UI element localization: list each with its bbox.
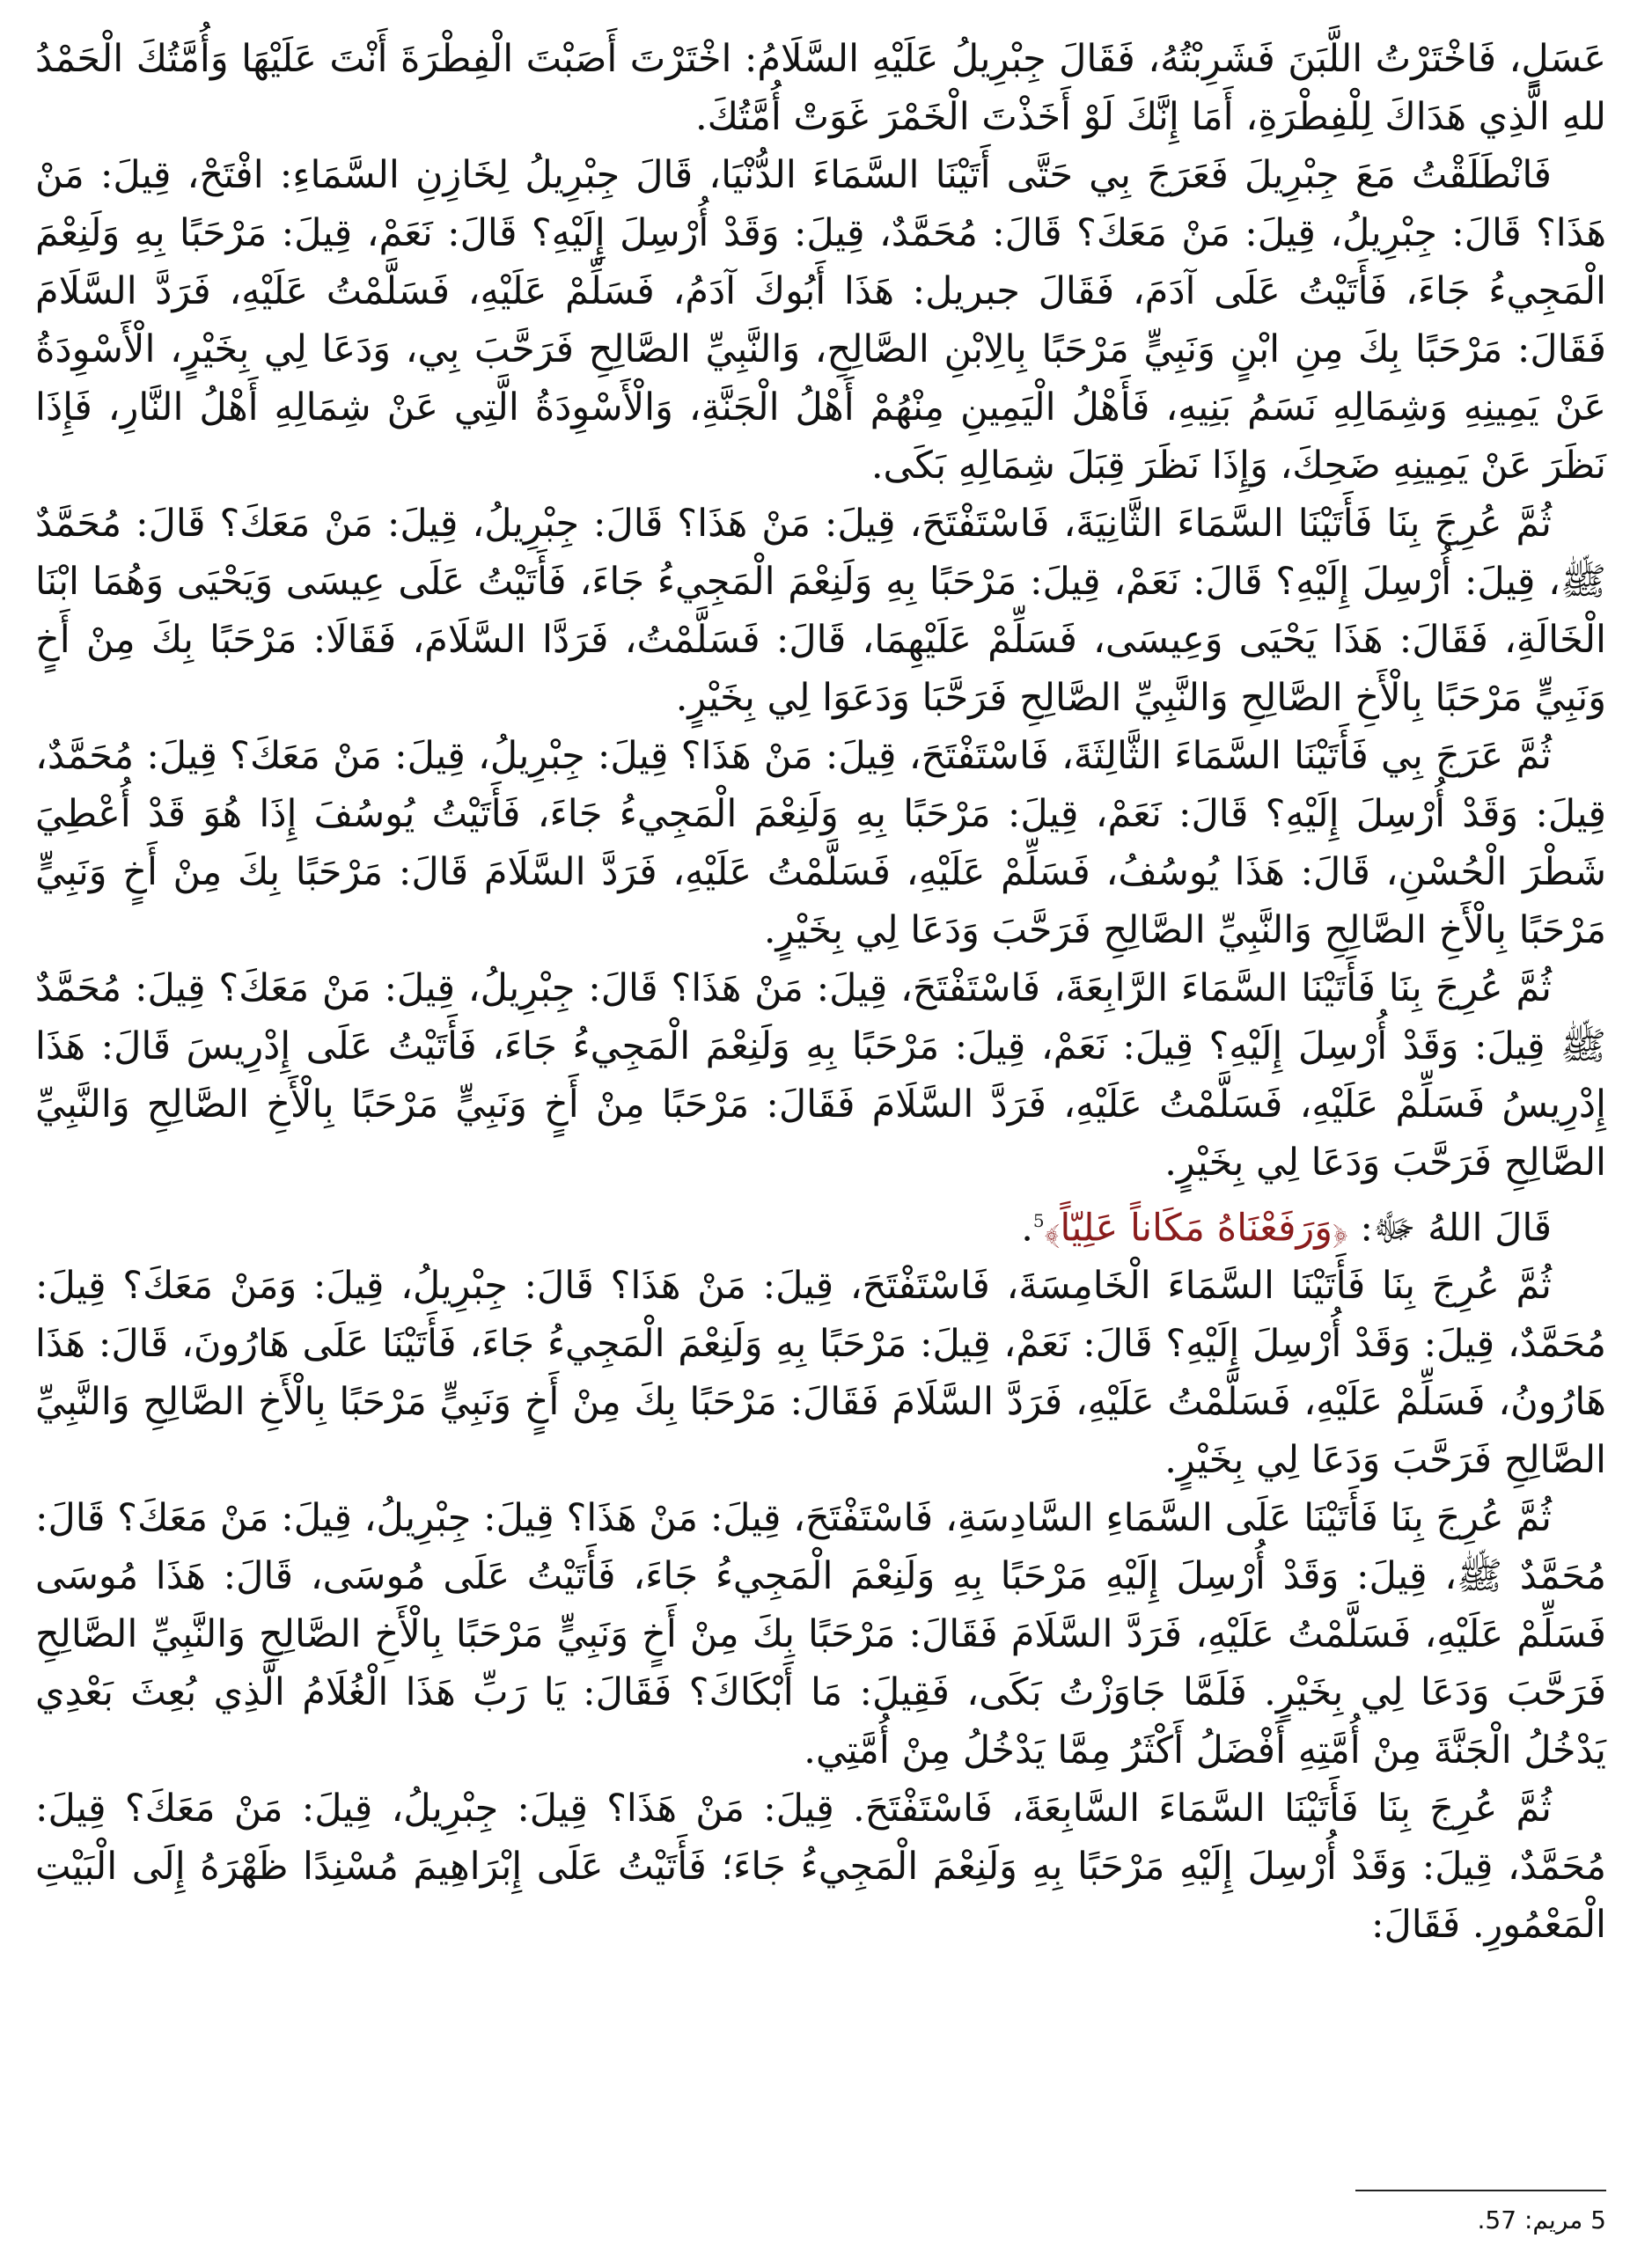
quran-quote xyxy=(35,1192,1606,1257)
body-text xyxy=(35,30,1606,1954)
paragraph-2: فَانْطَلَقْتُ مَعَ جِبْرِيلَ فَعَرَجَ بِي حَتَّى أَتَيْنَا السَّمَاءَ الدُّنْيَا، قَالَ جِبْرِيلُ لِخَازِنِ السَّمَاءِ: افْتَحْ، قِيلَ: مَنْ هَذَا؟ قَالَ: جِبْرِيلُ، قِيلَ: مَنْ مَعَكَ؟ قَالَ: مُحَمَّدٌ، قِيلَ: وَقَدْ أُرْسِلَ إِلَيْهِ؟ قَالَ: نَعَمْ، قِيلَ: مَرْحَبًا بِهِ وَلَنِعْمَ الْمَجِيءُ جَاءَ، فَأَتَيْتُ عَلَى آدَمَ، فَقَالَ جبريل: هَذَا أَبُوكَ آدَمُ، فَسَلِّمْ عَلَيْهِ، فَسَلَّمْتُ عَلَيْهِ، فَرَدَّ السَّلَامَ فَقَالَ: مَرْحَبًا بِكَ مِنِ ابْنٍ وَنَبِيٍّ مَرْحَبًا بِالِابْنِ الصَّالِحِ، وَالنَّبِيِّ الصَّالِحِ فَرَحَّبَ بِي، وَدَعَا لِي بِخَيْرٍ، الْأَسْوِدَةُ عَنْ يَمِينِهِ وَشِمَالِهِ نَسَمُ بَنِيهِ، فَأَهْلُ الْيَمِينِ مِنْهُمْ أَهْلُ الْجَنَّةِ، وَالْأَسْوِدَةُ الَّتِي عَنْ شِمَالِهِ أَهْلُ النَّارِ، فَإِذَا نَظَرَ عَنْ يَمِينِهِ ضَحِكَ، وَإِذَا نَظَرَ قِبَلَ شِمَالِهِ بَكَى. xyxy=(35,153,1606,488)
quote-tail: . xyxy=(1021,1206,1033,1251)
paragraph-5: ثُمَّ عُرِجَ بِنَا فَأَتَيْنَا السَّمَاءَ الرَّابِعَةَ، فَاسْتَفْتَحَ، قِيلَ: مَنْ هَذَا؟ قَالَ: جِبْرِيلُ، قِيلَ: مَنْ مَعَكَ؟ قِيلَ: مُحَمَّدٌ ﷺ قِيلَ: وَقَدْ أُرْسِلَ إِلَيْهِ؟ قِيلَ: نَعَمْ، قِيلَ: مَرْحَبًا بِهِ وَلَنِعْمَ الْمَجِيءُ جَاءَ، فَأَتَيْتُ عَلَى إِدْرِيسَ قَالَ: هَذَا إِدْرِيسُ فَسَلِّمْ عَلَيْهِ، فَسَلَّمْتُ عَلَيْهِ، فَرَدَّ السَّلَامَ فَقَالَ: مَرْحَبًا مِنْ أَخٍ وَنَبِيٍّ مَرْحَبًا بِالْأَخِ الصَّالِحِ وَالنَّبِيِّ الصَّالِحِ فَرَحَّبَ وَدَعَا لِي بِخَيْرٍ. xyxy=(35,966,1606,1185)
paragraph-1: عَسَلٍ، فَاخْتَرْتُ اللَّبَنَ فَشَرِبْتُهُ، فَقَالَ جِبْرِيلُ عَلَيْهِ السَّلَامُ: اخْتَرْتَ أَصَبْتَ الْفِطْرَةَ أَنْتَ عَلَيْهَا وَأُمَّتُكَ الْحَمْدُ للهِ الَّذِي هَدَاكَ لِلْفِطْرَةِ، أَمَا إِنَّكَ لَوْ أَخَذْتَ الْخَمْرَ غَوَتْ أُمَّتُكَ. xyxy=(35,37,1606,139)
footnote-reference: 5 xyxy=(1032,1210,1045,1231)
footnote: 5 مريم: 57. xyxy=(1477,2205,1606,2235)
quote-verse: ﴿وَرَفَعْنَاهُ مَكَاناً عَلِيّاً﴾ xyxy=(1044,1206,1348,1251)
footnote-divider xyxy=(1355,2190,1606,2191)
paragraph-7: ثُمَّ عُرِجَ بِنَا فَأَتَيْنَا عَلَى السَّمَاءِ السَّادِسَةِ، فَاسْتَفْتَحَ، قِيلَ: مَنْ هَذَا؟ قِيلَ: جِبْرِيلُ، قِيلَ: مَنْ مَعَكَ؟ قَالَ: مُحَمَّدٌ ﷺ، قِيلَ: وَقَدْ أُرْسِلَ إِلَيْهِ مَرْحَبًا بِهِ وَلَنِعْمَ الْمَجِيءُ جَاءَ، فَأَتَيْتُ عَلَى مُوسَى، قَالَ: هَذَا مُوسَى فَسَلِّمْ عَلَيْهِ، فَسَلَّمْتُ عَلَيْهِ، فَرَدَّ السَّلَامَ فَقَالَ: مَرْحَبًا بِكَ مِنْ أَخٍ وَنَبِيٍّ مَرْحَبًا بِالْأَخِ الصَّالِحِ وَالنَّبِيِّ الصَّالِحِ فَرَحَّبَ وَدَعَا لِي بِخَيْرٍ. فَلَمَّا جَاوَزْتُ بَكَى، فَقِيلَ: مَا أَبْكَاكَ؟ فَقَالَ: يَا رَبِّ هَذَا الْغُلَامُ الَّذِي بُعِثَ بَعْدِي يَدْخُلُ الْجَنَّةَ مِنْ أُمَّتِهِ أَفْضَلُ أَكْثَرُ مِمَّا يَدْخُلُ مِنْ أُمَّتِي. xyxy=(35,1496,1606,1773)
paragraph-8: ثُمَّ عُرِجَ بِنَا فَأَتَيْنَا السَّمَاءَ السَّابِعَةَ، فَاسْتَفْتَحَ. قِيلَ: مَنْ هَذَا؟ قِيلَ: جِبْرِيلُ، قِيلَ: مَنْ مَعَكَ؟ قِيلَ: مُحَمَّدٌ، قِيلَ: وَقَدْ أُرْسِلَ إِلَيْهِ مَرْحَبًا بِهِ وَلَنِعْمَ الْمَجِيءُ جَاءَ؛ فَأَتَيْتُ عَلَى إِبْرَاهِيمَ مُسْنِدًا ظَهْرَهُ إِلَى الْبَيْتِ الْمَعْمُورِ. فَقَالَ: xyxy=(35,1787,1606,1948)
paragraph-6: ثُمَّ عُرِجَ بِنَا فَأَتَيْنَا السَّمَاءَ الْخَامِسَةَ، فَاسْتَفْتَحَ، قِيلَ: مَنْ هَذَا؟ قَالَ: جِبْرِيلُ، قِيلَ: وَمَنْ مَعَكَ؟ قِيلَ: مُحَمَّدٌ، قِيلَ: وَقَدْ أُرْسِلَ إِلَيْهِ؟ قَالَ: نَعَمْ، قِيلَ: مَرْحَبًا بِهِ وَلَنِعْمَ الْمَجِيءُ جَاءَ، فَأَتَيْنَا عَلَى هَارُونَ، قَالَ: هَذَا هَارُونُ، فَسَلِّمْ عَلَيْهِ، فَسَلَّمْتُ عَلَيْهِ، فَرَدَّ السَّلَامَ فَقَالَ: مَرْحَبًا بِكَ مِنْ أَخٍ وَنَبِيٍّ مَرْحَبًا بِالْأَخِ الصَّالِحِ وَالنَّبِيِّ الصَّالِحِ فَرَحَّبَ وَدَعَا لِي بِخَيْرٍ. xyxy=(35,1264,1606,1483)
paragraph-3: ثُمَّ عُرِجَ بِنَا فَأَتَيْنَا السَّمَاءَ الثَّانِيَةَ، فَاسْتَفْتَحَ، قِيلَ: مَنْ هَذَا؟ قَالَ: جِبْرِيلُ، قِيلَ: مَنْ مَعَكَ؟ قَالَ: مُحَمَّدٌ ﷺ، قِيلَ: أُرْسِلَ إِلَيْهِ؟ قَالَ: نَعَمْ، قِيلَ: مَرْحَبًا بِهِ وَلَنِعْمَ الْمَجِيءُ جَاءَ، فَأَتَيْتُ عَلَى عِيسَى وَيَحْيَى وَهُمَا ابْنَا الْخَالَةِ، فَقَالَ: هَذَا يَحْيَى وَعِيسَى، فَسَلِّمْ عَلَيْهِمَا، قَالَ: فَسَلَّمْتُ، فَرَدَّا السَّلَامَ، فَقَالَا: مَرْحَبًا بِكَ مِنْ أَخٍ وَنَبِيٍّ مَرْحَبًا بِالْأَخِ الصَّالِحِ وَالنَّبِيِّ الصَّالِحِ فَرَحَّبَا وَدَعَوَا لِي بِخَيْرٍ. xyxy=(35,502,1606,720)
paragraph-4: ثُمَّ عَرَجَ بِي فَأَتَيْنَا السَّمَاءَ الثَّالِثَةَ، فَاسْتَفْتَحَ، قِيلَ: مَنْ هَذَا؟ قِيلَ: جِبْرِيلُ، قِيلَ: مَنْ مَعَكَ؟ قِيلَ: مُحَمَّدٌ، قِيلَ: وَقَدْ أُرْسِلَ إِلَيْهِ؟ قَالَ: نَعَمْ، قِيلَ: مَرْحَبًا بِهِ وَلَنِعْمَ الْمَجِيءُ جَاءَ، فَأَتَيْتُ يُوسُفَ إِذَا هُوَ قَدْ أُعْطِيَ شَطْرَ الْحُسْنِ، قَالَ: هَذَا يُوسُفُ، فَسَلِّمْ عَلَيْهِ، فَسَلَّمْتُ عَلَيْهِ، فَرَدَّ السَّلَامَ قَالَ: مَرْحَبًا بِكَ مِنْ أَخٍ وَنَبِيٍّ مَرْحَبًا بِالْأَخِ الصَّالِحِ وَالنَّبِيِّ الصَّالِحِ فَرَحَّبَ وَدَعَا لِي بِخَيْرٍ. xyxy=(35,734,1606,952)
quote-lead: قَالَ اللهُ ﷻ: xyxy=(1360,1206,1552,1251)
